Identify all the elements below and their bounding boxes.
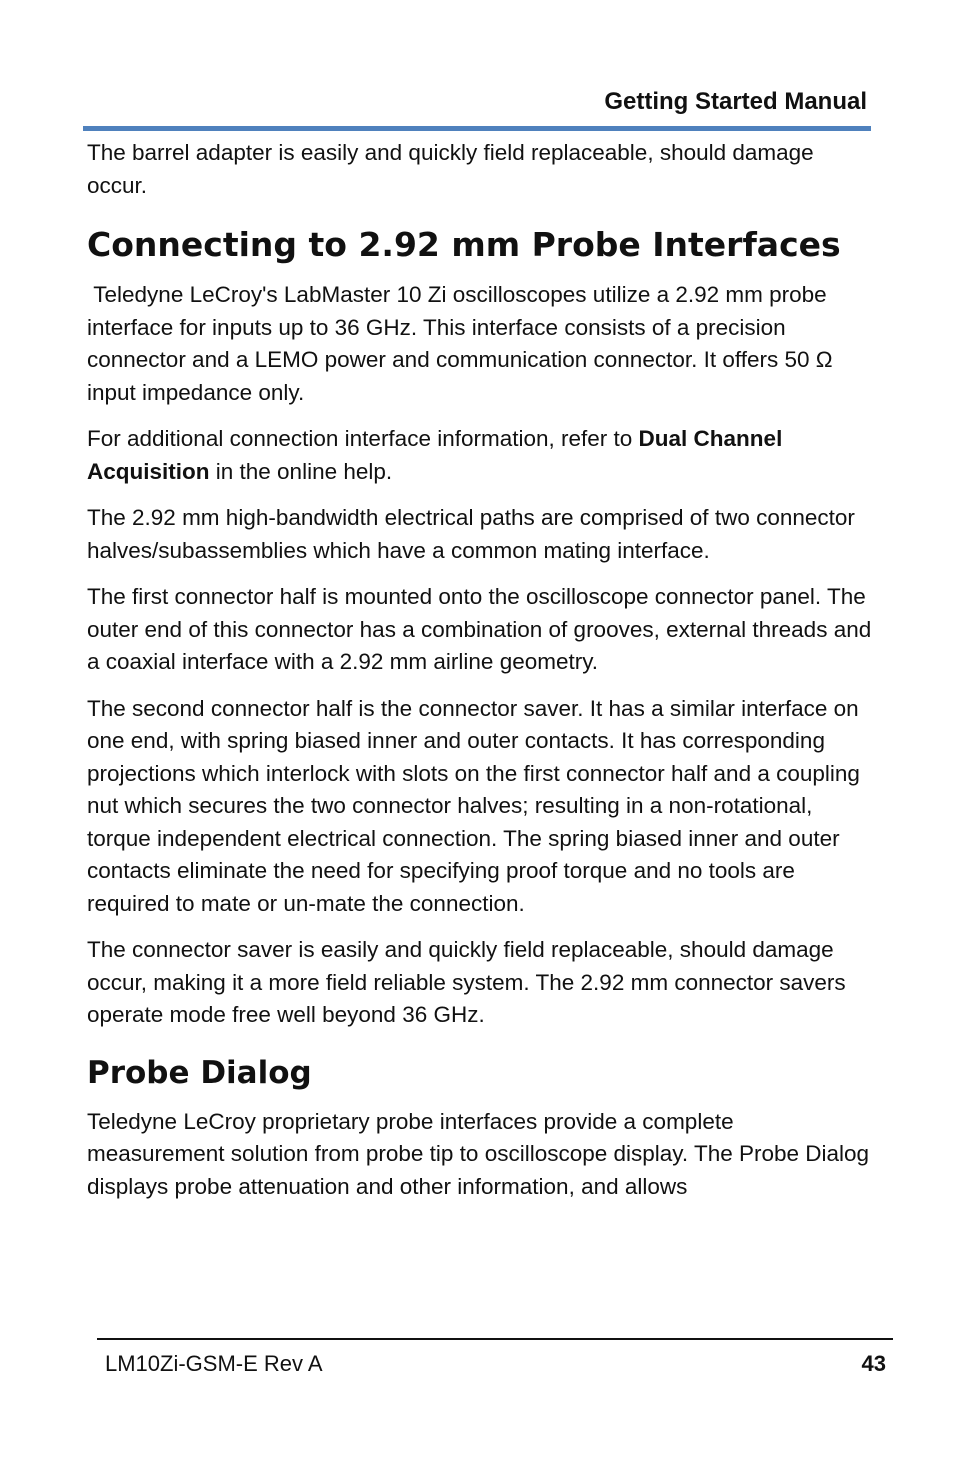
paragraph-probe-dialog: Teledyne LeCroy proprietary probe interfaces provide a complete measurement solution from probe tip to oscilloscope display. The Probe Dialog displays probe attenuation and other information, and allows	[87, 1108, 870, 1199]
intro-paragraph: The barrel adapter is easily and quickly field replaceable, should damage occur.	[87, 140, 814, 198]
footer-page-number: 43	[861, 1351, 886, 1376]
dual-channel-acquisition-reference: Dual Channel Acquisition	[87, 426, 783, 484]
paragraph-second-connector-half: The second connector half is the connector saver. It has a similar interface on one end, with spring biased inner and outer contacts. It has corresponding projections which interlock with slots on the first connector half and a coupling nut which secures the two connector halves; resulting in a non-rotational, torque independent electrical connection. The spring biased inner and outer contacts eliminate the need for specifying proof torque and no tools are required to mate or un-mate the connection.	[87, 695, 860, 916]
section-heading-probe-interfaces: Connecting to 2.92 mm Probe Interfaces	[87, 225, 841, 264]
paragraph-additional-info	[87, 423, 877, 488]
running-header-title: Getting Started Manual	[604, 88, 867, 115]
paragraph-connector-saver: The connector saver is easily and quickly field replaceable, should damage occur, making it a more field reliable system. The 2.92 mm connector savers operate mode free well beyond 36 GHz.	[87, 937, 846, 1027]
additional-info-text-start: For additional connection interface information, refer to	[87, 426, 639, 451]
additional-info-text-end: in the online help.	[209, 458, 393, 484]
page-content	[87, 137, 877, 1217]
paragraph-labmaster-interface: Teledyne LeCroy's LabMaster 10 Zi oscilloscopes utilize a 2.92 mm probe interface for inputs up to 36 GHz. This interface consists of a precision connector and a LEMO power and communication connector. It offers 50 Ω input impedance only.	[87, 282, 839, 405]
footer-document-id: LM10Zi-GSM-E Rev A	[105, 1351, 323, 1376]
paragraph-first-connector-half: The first connector half is mounted onto the oscilloscope connector panel. The outer end of this connector has a combination of grooves, external threads and a coaxial interface with a 2.92 mm airline geometry.	[87, 584, 872, 674]
footer-rule	[97, 1338, 893, 1340]
header-rule	[83, 126, 871, 131]
section-heading-probe-dialog: Probe Dialog	[87, 1054, 312, 1091]
paragraph-electrical-paths: The 2.92 mm high-bandwidth electrical paths are comprised of two connector halves/subassemblies which have a common mating interface.	[87, 505, 855, 563]
